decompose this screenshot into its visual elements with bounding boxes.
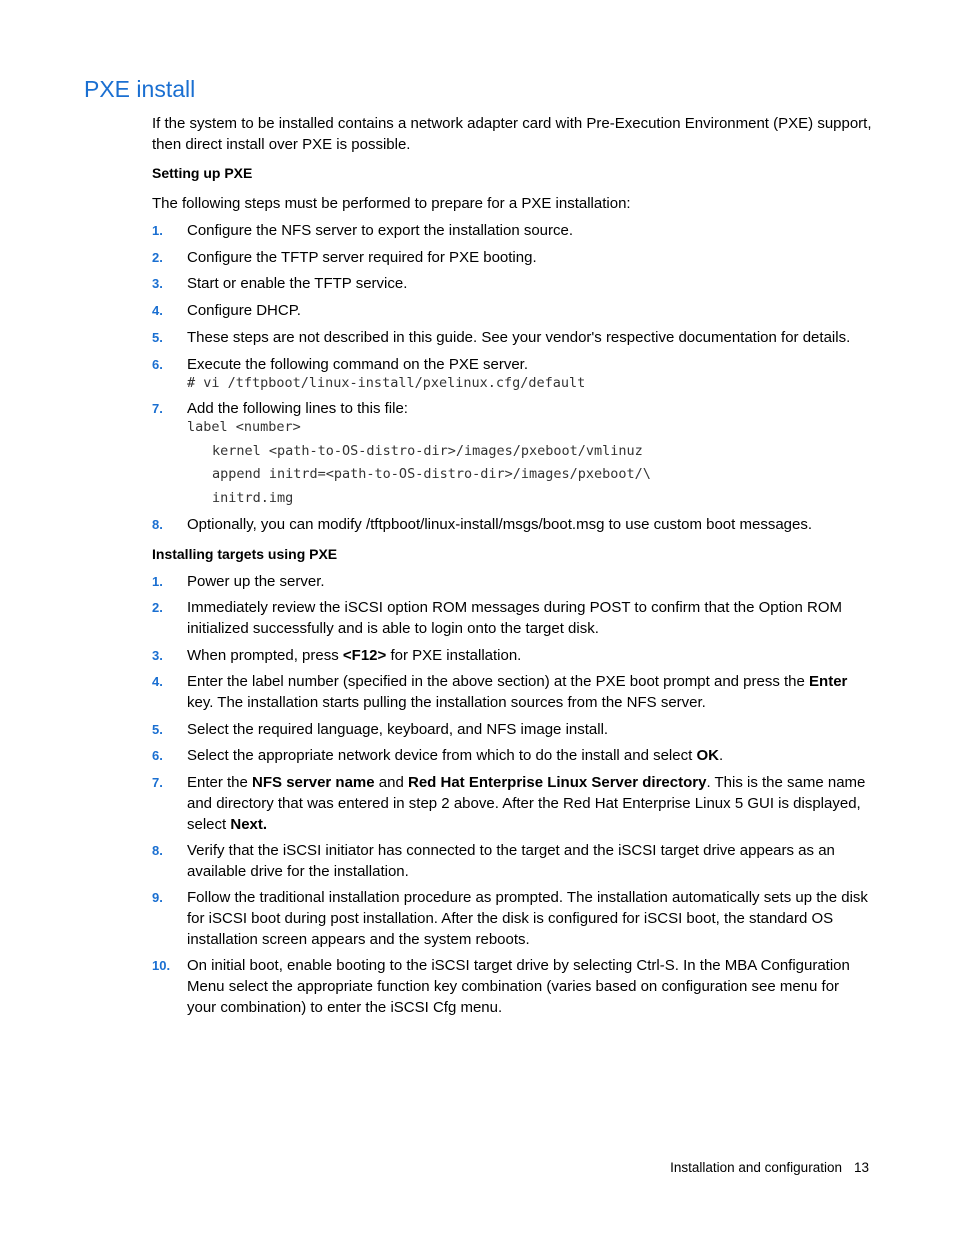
text-run: Enter the xyxy=(187,774,253,791)
step-number: 2. xyxy=(152,600,163,615)
step-text xyxy=(187,671,872,713)
code-line: kernel <path-to-OS-distro-dir>/images/pxeboot/vmlinuz xyxy=(212,443,643,459)
text-run: for PXE installation. xyxy=(386,647,522,664)
step-number: 4. xyxy=(152,674,163,689)
step-text xyxy=(187,840,872,882)
ui-label: Red Hat Enterprise Linux Server directory xyxy=(408,774,707,791)
step-number: 10. xyxy=(152,958,171,973)
step-number: 1. xyxy=(152,223,163,238)
step-text xyxy=(187,597,872,639)
step-text: Configure DHCP. xyxy=(187,302,301,319)
step-text: Execute the following command on the PXE server. xyxy=(187,356,529,373)
step-text xyxy=(187,745,872,766)
step-text xyxy=(187,887,872,950)
code-line: append initrd=<path-to-OS-distro-dir>/images/pxeboot/\ xyxy=(212,466,651,482)
setup-lead: The following steps must be performed to prepare for a PXE installation: xyxy=(152,195,631,212)
step-number: 3. xyxy=(152,276,163,291)
step-number: 7. xyxy=(152,401,163,416)
step-number: 8. xyxy=(152,843,163,858)
text-run: . xyxy=(718,747,724,764)
step-number: 3. xyxy=(152,648,163,663)
step-text xyxy=(187,955,872,1018)
step-text: These steps are not described in this guide. See your vendor's respective documentation for details. xyxy=(187,329,851,346)
step-text: Configure the NFS server to export the installation source. xyxy=(187,222,574,239)
step-number: 5. xyxy=(152,722,163,737)
code-line: initrd.img xyxy=(212,490,294,506)
step-number: 7. xyxy=(152,775,163,790)
text-run: key. The installation starts pulling the installation sources from the NFS server. xyxy=(187,694,706,711)
step-text: Add the following lines to this file: xyxy=(187,400,408,417)
page-footer xyxy=(670,1158,869,1178)
text-run: Verify that the iSCSI initiator has connected to the target and the iSCSI target drive appears as an available drive for the installation. xyxy=(187,842,835,880)
text-run: Select the required language, keyboard, and NFS image install. xyxy=(187,721,609,738)
step-number: 9. xyxy=(152,890,163,905)
step-text xyxy=(187,719,872,740)
text-run: and xyxy=(374,774,408,791)
text-run: Follow the traditional installation procedure as prompted. The installation automatically sets up the disk for iSCSI boot during post installation. After the disk is configured for iSCSI boot, the standard OS installation screen appears and the system reboots. xyxy=(187,889,868,948)
key-label: <F12> xyxy=(342,647,387,664)
install-heading: Installing targets using PXE xyxy=(152,546,338,562)
setup-heading: Setting up PXE xyxy=(152,165,253,181)
step-number: 6. xyxy=(152,357,163,372)
ui-label: NFS server name xyxy=(252,774,375,791)
ui-label: OK xyxy=(696,747,719,764)
text-run: Immediately review the iSCSI option ROM messages during POST to confirm that the Option ROM initialized successfully and is able to login onto the target disk. xyxy=(187,599,842,637)
text-run: . This is the same name and directory that was entered in step 2 above. After the Red Hat Enterprise Linux 5 GUI is displayed, select xyxy=(187,774,866,833)
key-label: Enter xyxy=(809,673,848,690)
step-text: Start or enable the TFTP service. xyxy=(187,275,408,292)
step-text: Optionally, you can modify /tftpboot/linux-install/msgs/boot.msg to use custom boot messages. xyxy=(187,516,813,533)
code-line: label <number> xyxy=(187,419,301,435)
step-number: 6. xyxy=(152,748,163,763)
text-run: Enter the label number (specified in the above section) at the PXE boot prompt and press the xyxy=(187,673,810,690)
step-text: Configure the TFTP server required for PXE booting. xyxy=(187,249,537,266)
footer-section-title: Installation and configuration xyxy=(670,1160,842,1175)
step-number: 2. xyxy=(152,250,163,265)
step-number: 1. xyxy=(152,574,163,589)
intro-paragraph: If the system to be installed contains a network adapter card with Pre-Execution Environment (PXE) support, then direct install over PXE is possible. xyxy=(152,115,872,153)
step-number: 5. xyxy=(152,330,163,345)
step-text xyxy=(187,645,872,666)
code-line: # vi /tftpboot/linux-install/pxelinux.cfg/default xyxy=(187,375,586,391)
step-text xyxy=(187,772,872,835)
page-title: PXE install xyxy=(84,76,196,102)
page-number: 13 xyxy=(853,1160,869,1175)
step-text xyxy=(187,571,872,592)
ui-label: Next. xyxy=(230,816,268,833)
text-run: On initial boot, enable booting to the iSCSI target drive by selecting Ctrl-S. In the MBA Configuration Menu select the appropriate function key combination (varies based on configuration see menu for your combination) to enter the iSCSI Cfg menu. xyxy=(187,957,850,1016)
text-run: Power up the server. xyxy=(187,573,325,590)
step-number: 8. xyxy=(152,517,163,532)
text-run: When prompted, press xyxy=(187,647,343,664)
step-number: 4. xyxy=(152,303,163,318)
text-run: Select the appropriate network device from which to do the install and select xyxy=(187,747,697,764)
